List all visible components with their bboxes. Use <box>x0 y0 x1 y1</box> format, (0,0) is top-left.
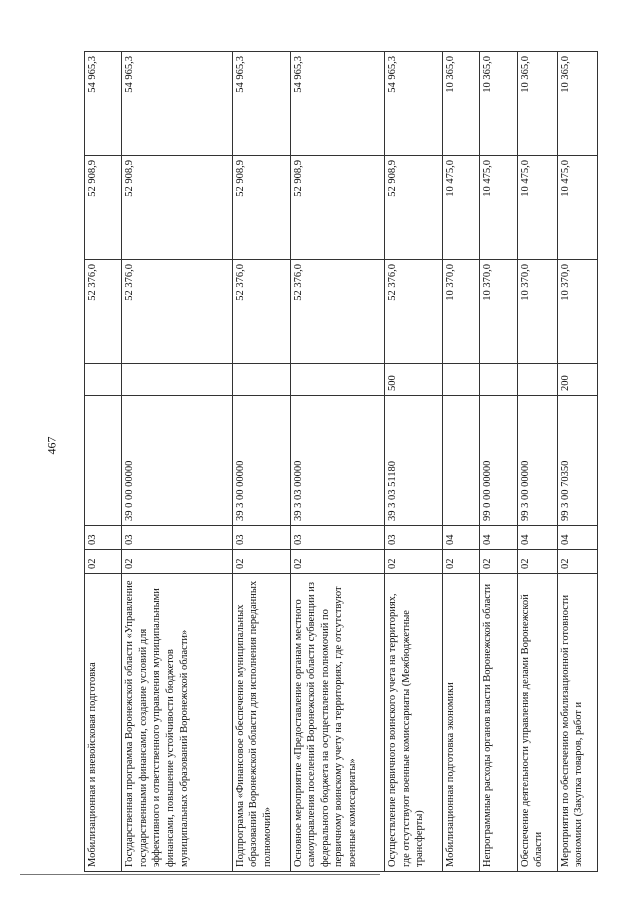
cell-amount-1: 52 376,0 <box>385 260 443 364</box>
cell-amount-1: 10 370,0 <box>517 260 557 364</box>
cell-amount-2: 10 475,0 <box>443 156 480 260</box>
cell-amount-3: 54 965,3 <box>232 52 290 156</box>
cell-section: 02 <box>385 550 443 574</box>
cell-section: 02 <box>290 550 384 574</box>
cell-name: Мобилизационная подготовка экономики <box>443 574 480 872</box>
footer-rule <box>20 874 380 875</box>
cell-amount-2: 52 908,9 <box>290 156 384 260</box>
cell-amount-1: 10 370,0 <box>480 260 517 364</box>
cell-target-article: 39 3 03 51180 <box>385 396 443 526</box>
table-row <box>480 52 517 872</box>
cell-section: 02 <box>443 550 480 574</box>
cell-name: Государственная программа Воронежской области «Управление государственными финансами, создание условий для эффективного и ответственного управления муниципальными финансами, повышение устойчивости бюджетов муниципальных образований Воронежской области» <box>122 574 232 872</box>
cell-subsection: 04 <box>557 526 597 550</box>
cell-amount-1: 10 370,0 <box>443 260 480 364</box>
cell-amount-3: 54 965,3 <box>290 52 384 156</box>
cell-expense-type <box>290 364 384 396</box>
cell-amount-2: 52 908,9 <box>122 156 232 260</box>
cell-amount-3: 10 365,0 <box>480 52 517 156</box>
cell-name: Обеспечение деятельности управления делами Воронежской области <box>517 574 557 872</box>
cell-amount-1: 52 376,0 <box>232 260 290 364</box>
cell-amount-2: 52 908,9 <box>385 156 443 260</box>
rotated-table-container <box>84 52 598 872</box>
cell-amount-3: 54 965,3 <box>385 52 443 156</box>
cell-amount-3: 10 365,0 <box>443 52 480 156</box>
cell-section: 02 <box>232 550 290 574</box>
cell-expense-type <box>232 364 290 396</box>
cell-section: 02 <box>480 550 517 574</box>
cell-subsection: 04 <box>517 526 557 550</box>
cell-expense-type <box>85 364 122 396</box>
cell-expense-type <box>122 364 232 396</box>
cell-expense-type <box>480 364 517 396</box>
cell-expense-type: 500 <box>385 364 443 396</box>
cell-target-article: 99 3 00 70350 <box>557 396 597 526</box>
cell-subsection: 03 <box>122 526 232 550</box>
table-row <box>443 52 480 872</box>
cell-target-article: 39 0 00 00000 <box>122 396 232 526</box>
page-number: 467 <box>44 436 59 455</box>
cell-amount-3: 10 365,0 <box>517 52 557 156</box>
cell-subsection: 04 <box>443 526 480 550</box>
cell-name: Осуществление первичного воинского учета на территориях, где отсутствуют военные комиссариаты (Межбюджетные трансферты) <box>385 574 443 872</box>
cell-section: 02 <box>557 550 597 574</box>
cell-amount-2: 52 908,9 <box>85 156 122 260</box>
cell-subsection: 04 <box>480 526 517 550</box>
cell-amount-2: 10 475,0 <box>557 156 597 260</box>
cell-subsection: 03 <box>232 526 290 550</box>
table-row <box>385 52 443 872</box>
cell-section: 02 <box>85 550 122 574</box>
table-row <box>85 52 122 872</box>
cell-expense-type <box>443 364 480 396</box>
cell-target-article <box>443 396 480 526</box>
cell-amount-3: 10 365,0 <box>557 52 597 156</box>
cell-target-article: 99 3 00 00000 <box>517 396 557 526</box>
cell-target-article: 39 3 03 00000 <box>290 396 384 526</box>
cell-name: Мероприятия по обеспечению мобилизационной готовности экономики (Закупка товаров, работ и <box>557 574 597 872</box>
cell-amount-1: 10 370,0 <box>557 260 597 364</box>
cell-subsection: 03 <box>290 526 384 550</box>
table-row <box>517 52 557 872</box>
budget-table <box>84 51 598 872</box>
cell-target-article: 99 0 00 00000 <box>480 396 517 526</box>
cell-amount-1: 52 376,0 <box>122 260 232 364</box>
cell-name: Подпрограмма «Финансовое обеспечение муниципальных образований Воронежской области для исполнения переданных полномочий» <box>232 574 290 872</box>
cell-expense-type <box>517 364 557 396</box>
cell-target-article: 39 3 00 00000 <box>232 396 290 526</box>
table-row <box>557 52 597 872</box>
table-row <box>232 52 290 872</box>
cell-section: 02 <box>122 550 232 574</box>
cell-amount-3: 54 965,3 <box>122 52 232 156</box>
cell-section: 02 <box>517 550 557 574</box>
table-row <box>290 52 384 872</box>
cell-amount-1: 52 376,0 <box>290 260 384 364</box>
cell-amount-1: 52 376,0 <box>85 260 122 364</box>
cell-amount-3: 54 965,3 <box>85 52 122 156</box>
cell-name: Мобилизационная и вневойсковая подготовка <box>85 574 122 872</box>
table-row <box>122 52 232 872</box>
cell-name: Основное мероприятие «Предоставление органам местного самоуправления поселений Воронежской области субвенции из федерального бюджета на осуществление полномочий по первичному воинскому учету на территориях, где отсутствуют военные комиссариаты» <box>290 574 384 872</box>
cell-amount-2: 52 908,9 <box>232 156 290 260</box>
cell-amount-2: 10 475,0 <box>517 156 557 260</box>
cell-subsection: 03 <box>385 526 443 550</box>
budget-table-body <box>85 52 598 872</box>
cell-expense-type: 200 <box>557 364 597 396</box>
cell-target-article <box>85 396 122 526</box>
cell-amount-2: 10 475,0 <box>480 156 517 260</box>
cell-name: Непрограммные расходы органов власти Воронежской области <box>480 574 517 872</box>
cell-subsection: 03 <box>85 526 122 550</box>
